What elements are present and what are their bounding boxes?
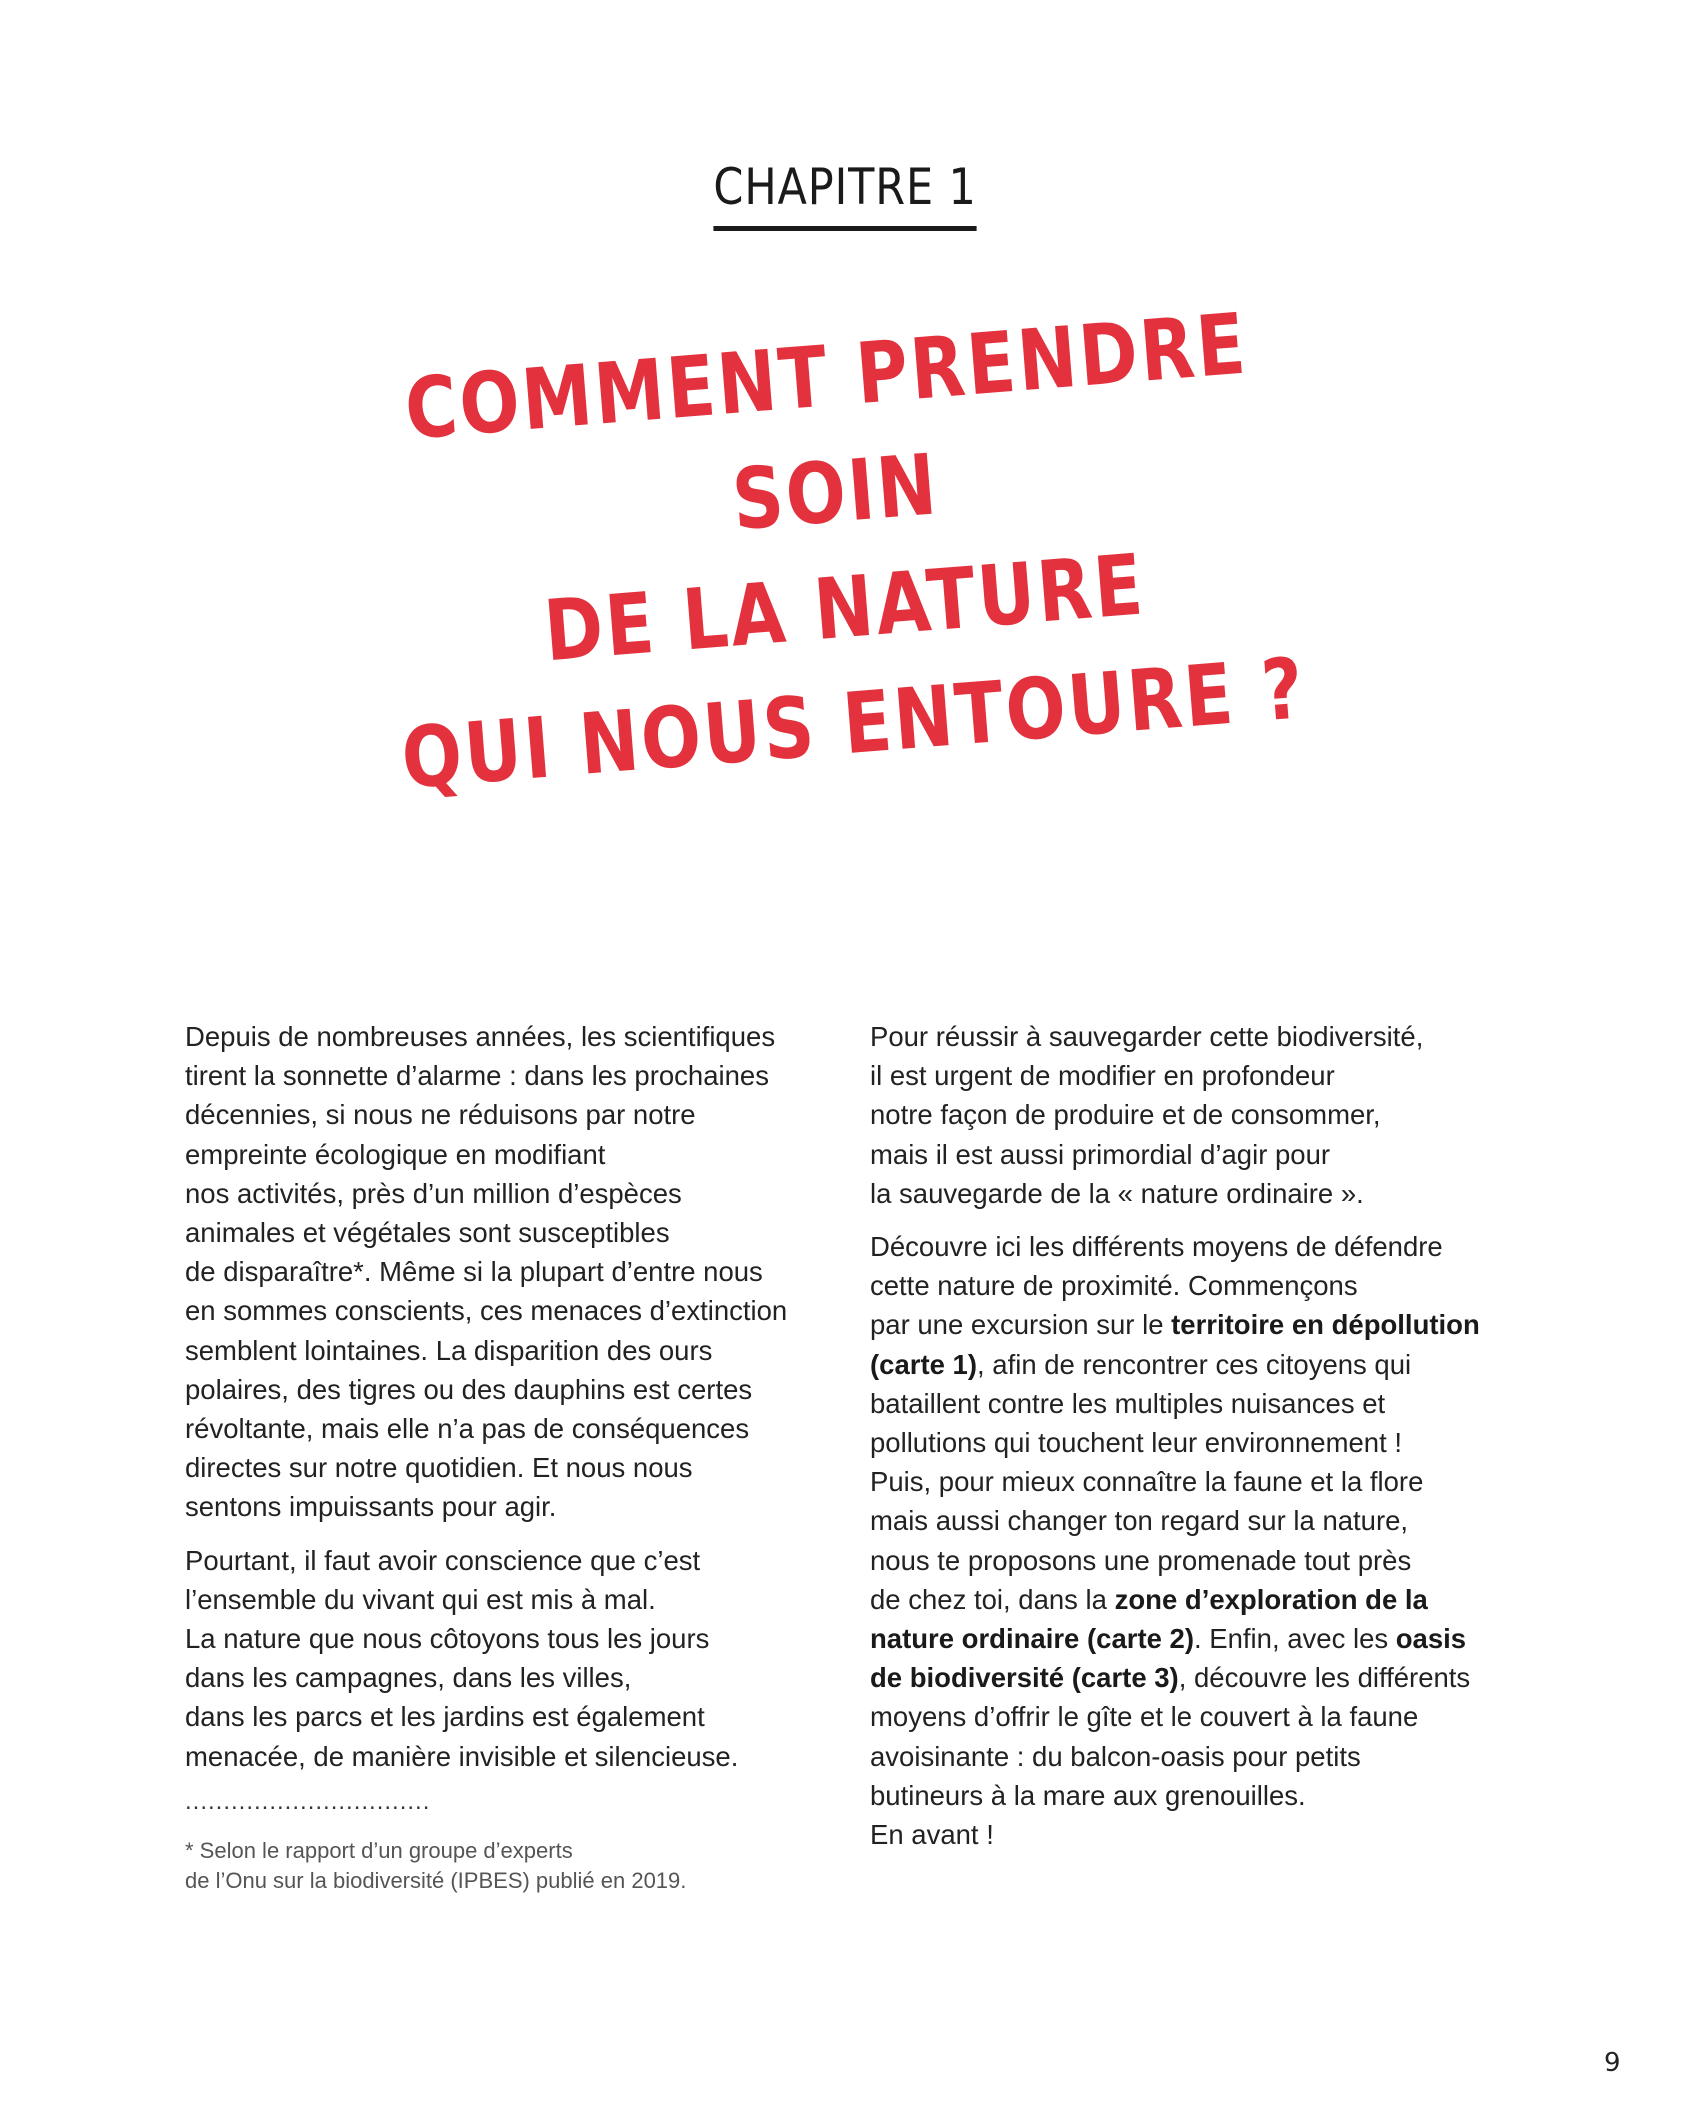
maps-text-e: , découvre les différents moyens d’offrir le gîte et le couvert à la faune avoisinante : du balcon-oasis pour petits butineurs à la mare aux grenouilles. En avant !: [870, 1662, 1471, 1851]
footnote-separator: ................................: [185, 1787, 431, 1815]
map-1-reference: territoire en dépollution (carte 1): [870, 1309, 1480, 1380]
left-column: [185, 1017, 825, 1896]
map-3-reference: oasis de biodiversité (carte 3): [870, 1623, 1467, 1694]
maps-text-d: . Enfin, avec les: [1193, 1623, 1396, 1655]
maps-text-a: Découvre ici les différents moyens de défendre cette nature de proximité. Commençons par une excursion sur le: [870, 1231, 1443, 1341]
chapter-title: [283, 276, 1396, 823]
biodiversity-paragraph: Pour réussir à sauvegarder cette biodiversité, il est urgent de modifier en profondeur notre façon de produire et de consommer, mais il est aussi primordial d’agir pour la sauvegarde de la « nature ordinaire ».: [870, 1021, 1424, 1209]
intro-paragraph: Depuis de nombreuses années, les scientifiques tirent la sonnette d’alarme : dans les prochaines décennies, si nous ne réduisons par notre empreinte écologique en modifiant nos activités, près d’un million d’espèces animales et végétales sont susceptibles de disparaître*. Même si la plupart d’entre nous en sommes conscients, ces menaces d’extinction semblent lointaines. La disparition des ours polaires, des tigres ou des dauphins est certes révoltante, mais elle n’a pas de conséquences directes sur notre quotidien. Et nous nous sentons impuissants pour agir.: [185, 1021, 788, 1523]
title-line-3: QUI NOUS ENTOURE ?: [398, 639, 1310, 808]
maps-text-c: , afin de rencontrer ces citoyens qui bataillent contre les multiples nuisances et pollutions qui touchent leur environnement ! Puis, pour mieux connaître la faune et la flore mais aussi changer ton regard sur la nature, nous te proposons une promenade tout près de chez toi, dans la: [870, 1348, 1424, 1615]
title-line-2: DE LA NATURE: [540, 535, 1149, 681]
maps-paragraph: [870, 1227, 1510, 1854]
chapter-label: CHAPITRE 1: [714, 158, 977, 231]
title-line-1: COMMENT PRENDRE SOIN: [401, 294, 1252, 550]
footnote: * Selon le rapport d’un groupe d’experts de l’Onu sur la biodiversité (IPBES) publié en 2019.: [185, 1837, 687, 1893]
chapter-heading: [0, 158, 1691, 231]
page-number: 9: [1604, 2048, 1621, 2078]
second-paragraph: Pourtant, il faut avoir conscience que c’est l’ensemble du vivant qui est mis à mal. La nature que nous côtoyons tous les jours dans les campagnes, dans les villes, dans les parcs et les jardins est également menacée, de manière invisible et silencieuse.: [185, 1544, 739, 1772]
right-column: [870, 1017, 1510, 1868]
map-2-reference: zone d’exploration de la nature ordinaire (carte 2): [870, 1583, 1428, 1655]
